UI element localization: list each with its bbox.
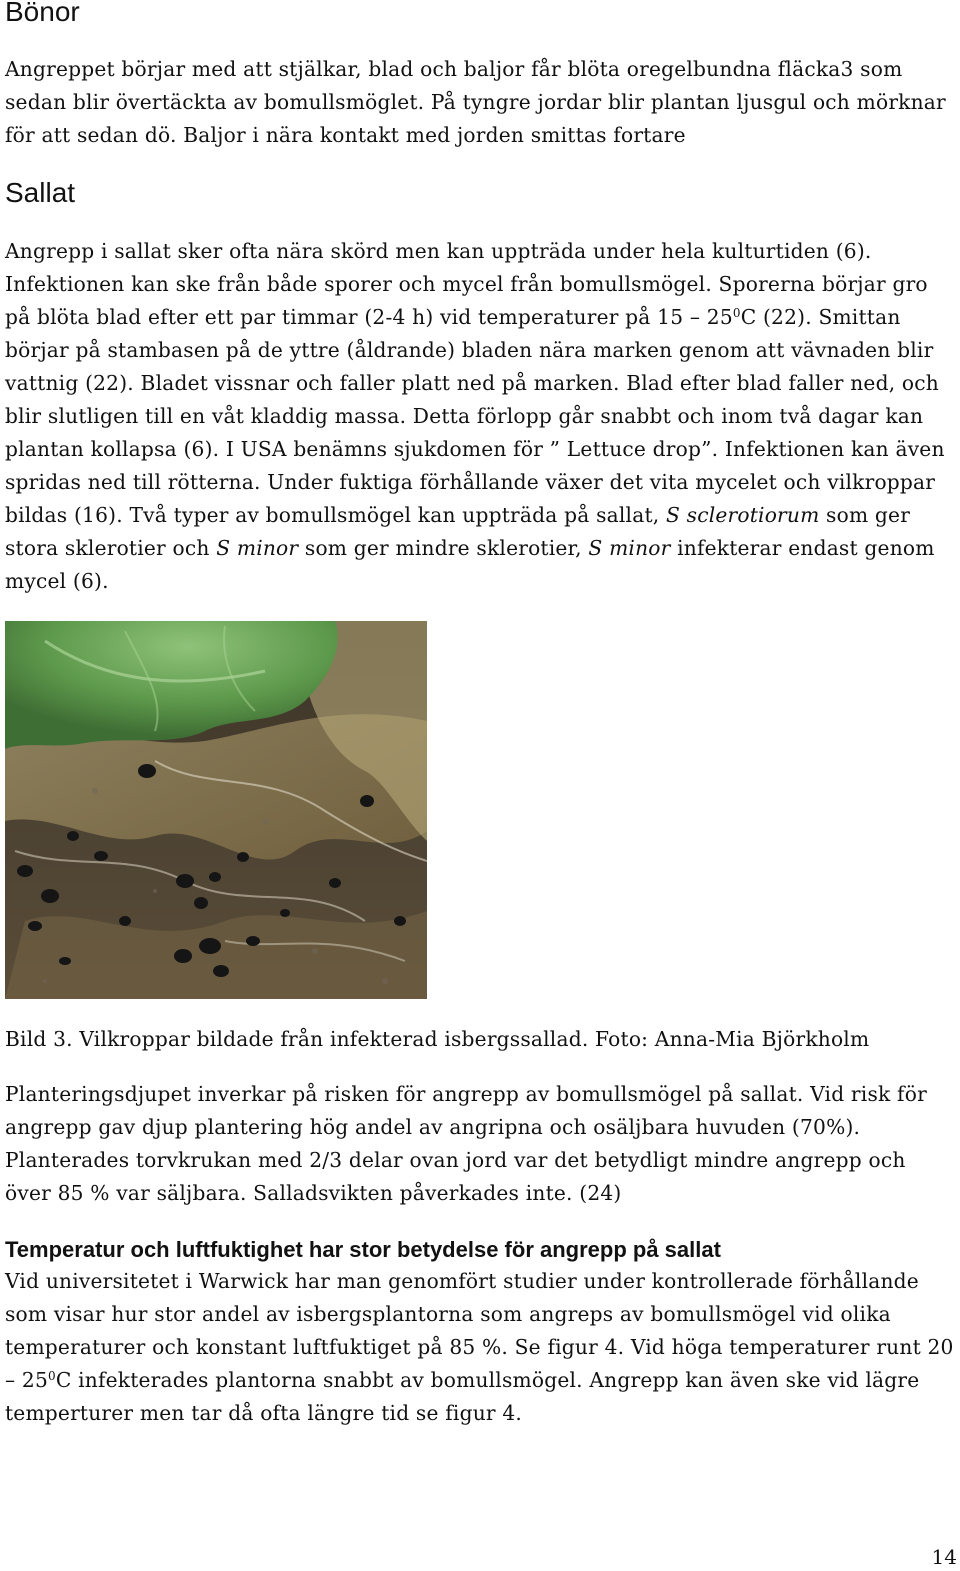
species-name: S minor [588, 536, 671, 560]
text-run: infekterar endast genom mycel (6). [5, 536, 935, 593]
lettuce-photo [5, 621, 427, 999]
section-heading-bonor: Bönor [5, 0, 80, 27]
text-run: som ger mindre sklerotier, [298, 536, 589, 560]
text-run: som ger stora sklerotier och [5, 503, 911, 560]
page-number: 14 [931, 1545, 957, 1569]
paragraph-planting-depth: Planteringsdjupet inverkar på risken för angrepp av bomullsmögel på sallat. Vid risk för angrepp gav djup plantering hög andel av angripna och osäljbara huvuden (70%). Planterades torvkrukan med 2/3 delar ovan jord var det betydligt mindre angrepp och över 85 % var säljbara. Salladsvikten påverkades inte. (24) [5, 1082, 927, 1205]
paragraph-sallat [5, 235, 955, 598]
figure-caption: Bild 3. Vilkroppar bildade från infekterad isbergssallad. Foto: Anna-Mia Björkholm [5, 1027, 870, 1051]
text-run: Angrepp i sallat sker ofta nära skörd men kan uppträda under hela kulturtiden (6). Infektionen kan ske från både sporer och mycel från bomullsmögel. Sporerna börjar gro på blöta blad efter ett par timmar (2-4 h) vid temperaturer på 15 – 25 [5, 239, 928, 329]
text-run: Vid universitetet i Warwick har man genomfört studier under kontrollerade förhållande som visar hur stor andel av isbergsplantorna som angreps av bomullsmögel vid olika temperaturer och konstant luftfuktiget på 85 %. Se figur 4. Vid höga temperaturer runt 20 – 25 [5, 1269, 954, 1392]
species-name: S sclerotiorum [666, 503, 820, 527]
subheading-temperature: Temperatur och luftfuktighet har stor betydelse för angrepp på sallat [5, 1237, 721, 1262]
paragraph-bonor: Angreppet börjar med att stjälkar, blad och baljor får blöta oregelbundna fläcka3 som sedan blir övertäckta av bomullsmöglet. På tyngre jordar blir plantan ljusgul och mörknar för att sedan dö. Baljor i nära kontakt med jorden smittas fortare [5, 57, 946, 147]
superscript: 0 [48, 1369, 56, 1383]
section-heading-sallat: Sallat [5, 177, 76, 208]
superscript: 0 [732, 306, 741, 320]
text-run: C infekterades plantorna snabbt av bomullsmögel. Angrepp kan även ske vid lägre temperturer men tar då ofta längre tid se figur 4. [5, 1368, 920, 1425]
text-run: C (22). Smittan börjar på stambasen på de yttre (åldrande) bladen nära marken genom att vävnaden blir vattnig (22). Bladet vissnar och faller platt ned på marken. Blad efter blad faller ned, och blir slutligen till en våt kladdig massa. Detta förlopp går snabbt och inom två dagar kan plantan kollapsa (6). I USA benämns sjukdomen för ” Lettuce drop”. Infektionen kan även spridas ned till rötterna. Under fuktiga förhållande växer det vita mycelet och vilkroppar bildas (16). Två typer av bomullsmögel kan uppträda på sallat, [5, 305, 945, 527]
species-name: S minor [216, 536, 299, 560]
paragraph-temperature [5, 1265, 955, 1430]
